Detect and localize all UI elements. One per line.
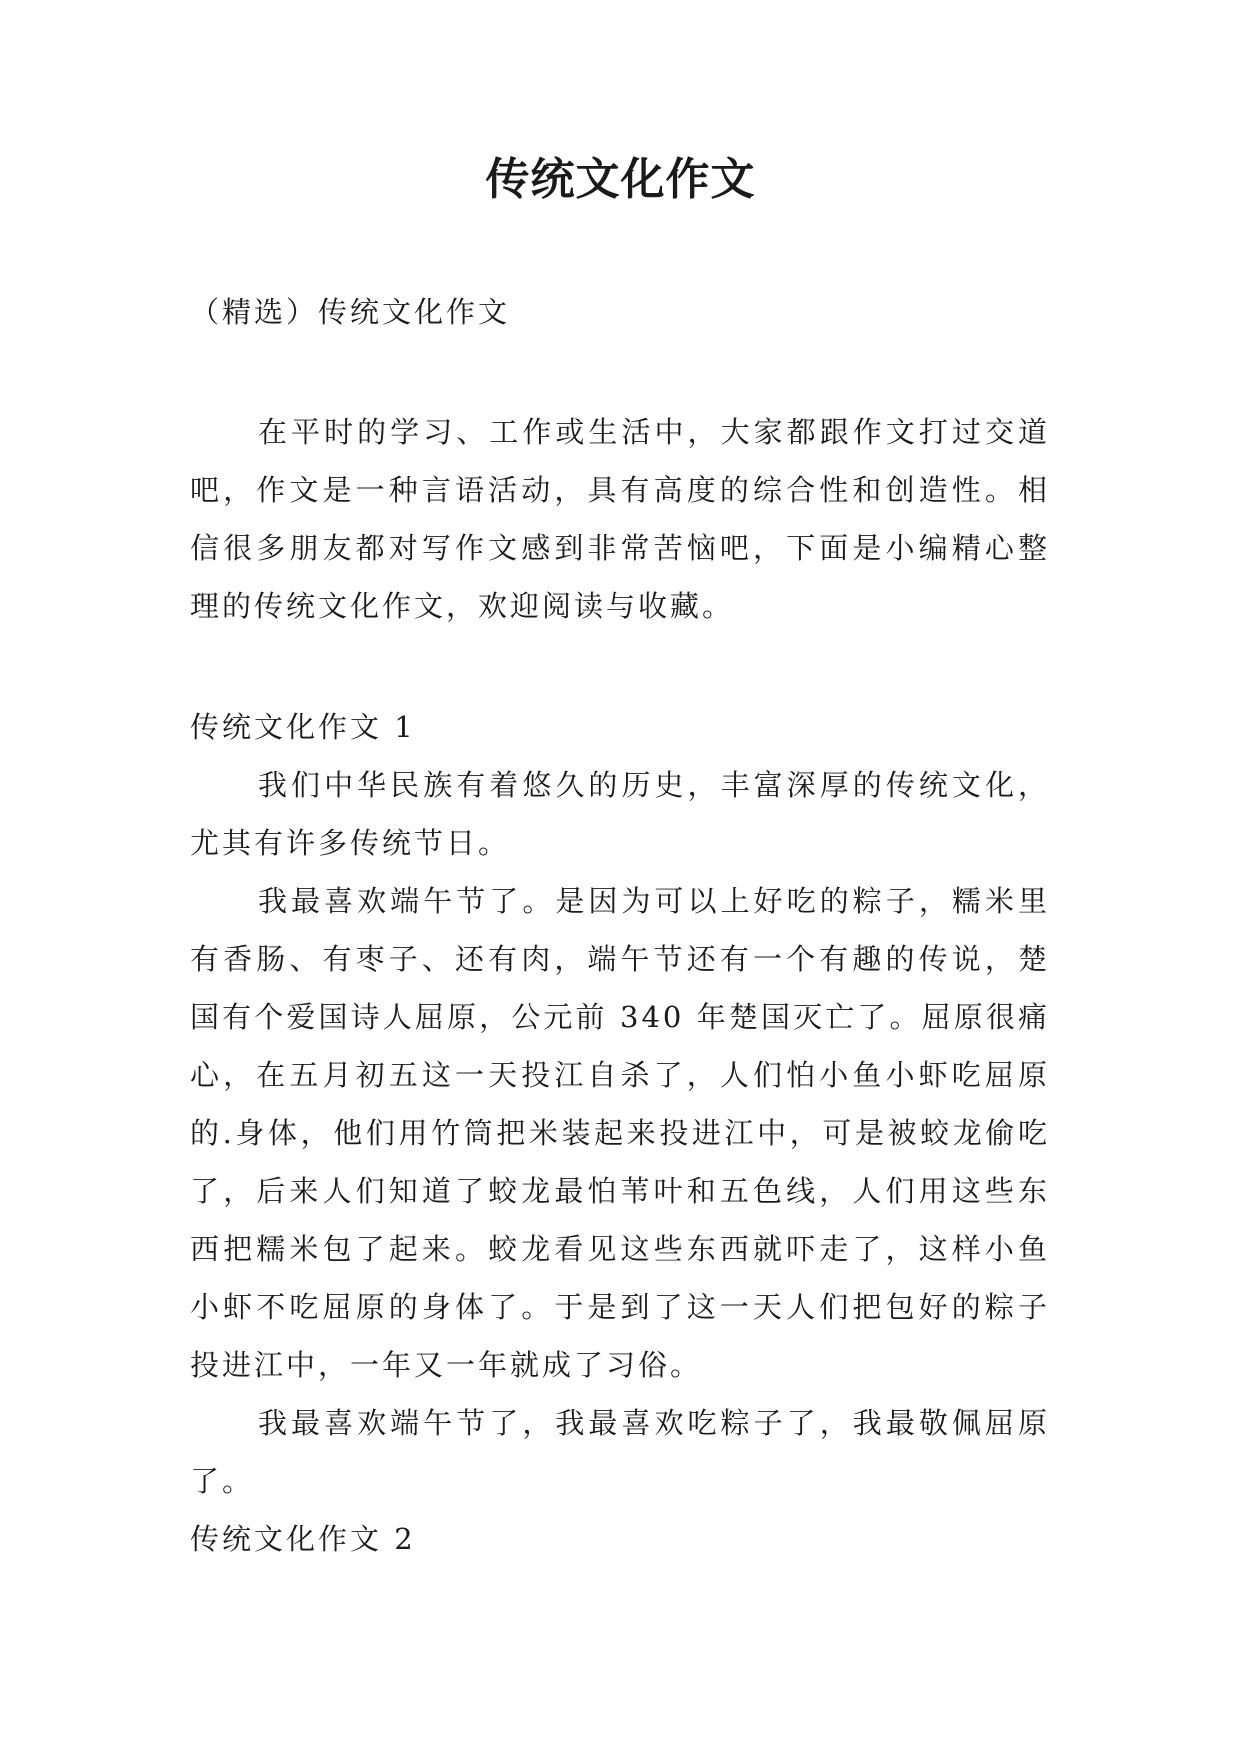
section-heading-1: 传统文化作文 1 (190, 710, 416, 744)
section-heading-2: 传统文化作文 2 (190, 1522, 416, 1556)
document-subtitle: （精选）传统文化作文 (190, 295, 511, 329)
intro-paragraph: 在平时的学习、工作或生活中，大家都跟作文打过交道吧，作文是一种言语活动，具有高度的综合性和创造性。相信很多朋友都对写作文感到非常苦恼吧，下面是小编精心整理的传统文化作文，欢迎阅读与收藏。 (190, 415, 1050, 623)
document-title: 传统文化作文 (485, 154, 756, 205)
intro-block (190, 403, 1050, 635)
section-1-paragraph-3: 我最喜欢端午节了，我最喜欢吃粽子了，我最敬佩屈原了。 (190, 1406, 1050, 1498)
section-1-paragraph-1: 我们中华民族有着悠久的历史，丰富深厚的传统文化，尤其有许多传统节日。 (190, 768, 1050, 860)
essay-sections (190, 698, 1050, 1568)
section-1-paragraph-2: 我最喜欢端午节了。是因为可以上好吃的粽子，糯米里有香肠、有枣子、还有肉，端午节还有一个有趣的传说，楚国有个爱国诗人屈原，公元前 340 年楚国灭亡了。屈原很痛心，在五月初五这一天投江自杀了，人们怕小鱼小虾吃屈原的.身体，他们用竹筒把米装起来投进江中，可是被蛟龙偷吃了，后来人们知道了蛟龙最怕苇叶和五色线，人们用这些东西把糯米包了起来。蛟龙看见这些东西就吓走了，这样小鱼小虾不吃屈原的身体了。于是到了这一天人们把包好的粽子投进江中，一年又一年就成了习俗。 (190, 884, 1050, 1382)
